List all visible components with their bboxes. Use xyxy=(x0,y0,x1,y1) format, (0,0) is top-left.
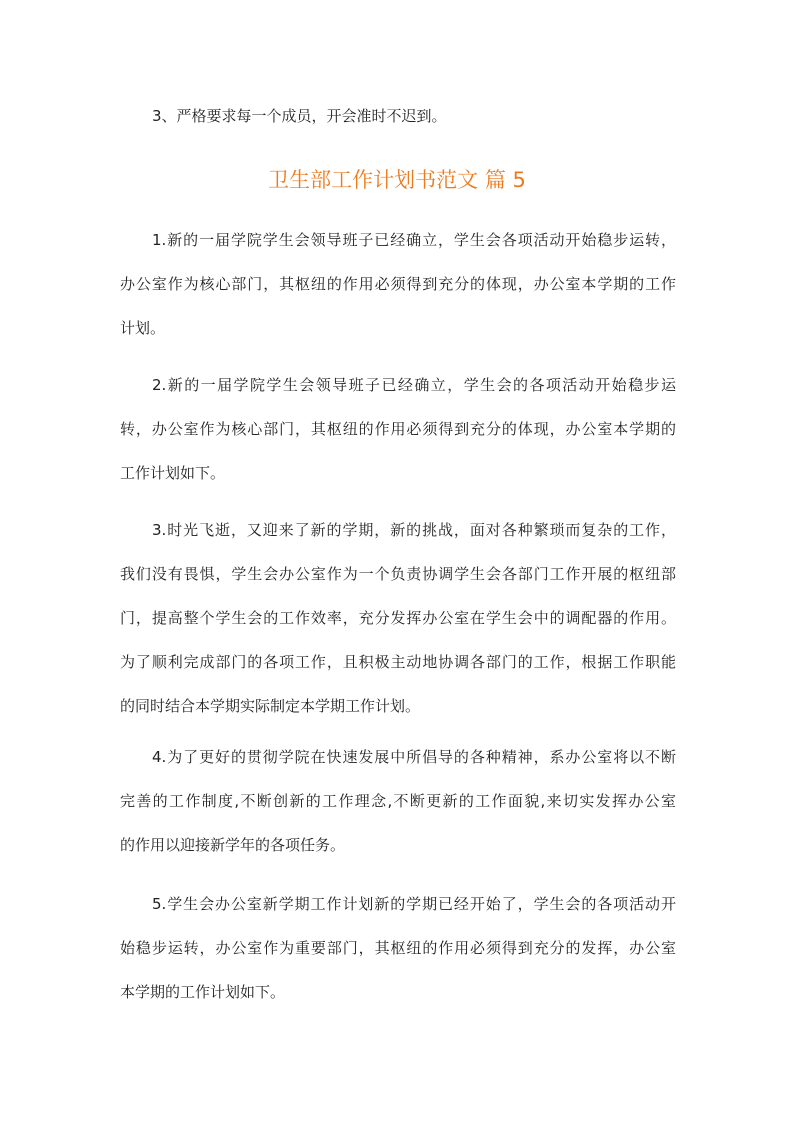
paragraph-line: 始稳步运转，办公室作为重要部门，其枢纽的作用必须得到充分的发挥，办公室 xyxy=(120,939,676,957)
paragraph-2 xyxy=(120,363,676,495)
paragraph-line: 为了顺利完成部门的各项工作，且积极主动地协调各部门的工作，根据工作职能 xyxy=(120,653,676,671)
paragraph-line: 办公室作为核心部门，其枢纽的作用必须得到充分的体现，办公室本学期的工作 xyxy=(120,275,676,293)
paragraph-line: 我们没有畏惧，学生会办公室作为一个负责协调学生会各部门工作开展的枢纽部 xyxy=(120,565,676,583)
paragraph-line: 完善的工作制度,不断创新的工作理念,不断更新的工作面貌,来切实发挥办公室 xyxy=(120,792,676,810)
paragraph-line: 2.新的一届学院学生会领导班子已经确立，学生会的各项活动开始稳步运 xyxy=(152,376,676,394)
paragraph-line: 5.学生会办公室新学期工作计划新的学期已经开始了，学生会的各项活动开 xyxy=(152,895,676,913)
paragraph-1 xyxy=(120,218,676,350)
paragraph-3 xyxy=(120,508,676,728)
paragraph-line: 的作用以迎接新学年的各项任务。 xyxy=(120,836,346,854)
paragraph-4 xyxy=(120,735,676,867)
paragraph-line: 的同时结合本学期实际制定本学期工作计划。 xyxy=(120,697,421,715)
paragraph-line: 计划。 xyxy=(120,319,166,337)
paragraph-line: 3.时光飞逝，又迎来了新的学期，新的挑战，面对各种繁琐而复杂的工作， xyxy=(152,521,676,539)
paragraph-line: 本学期的工作计划如下。 xyxy=(120,983,286,1001)
section-heading: 卫生部工作计划书范文 篇 5 xyxy=(268,168,526,192)
paragraph-line: 门，提高整个学生会的工作效率，充分发挥办公室在学生会中的调配器的作用。 xyxy=(120,609,676,627)
intro-list-item: 3、严格要求每一个成员，开会准时不迟到。 xyxy=(152,107,447,125)
paragraph-5 xyxy=(120,882,676,1014)
paragraph-line: 转，办公室作为核心部门，其枢纽的作用必须得到充分的体现，办公室本学期的 xyxy=(120,420,676,438)
paragraph-line: 1.新的一届学院学生会领导班子已经确立，学生会各项活动开始稳步运转， xyxy=(152,231,676,249)
paragraph-line: 工作计划如下。 xyxy=(120,464,226,482)
paragraph-line: 4.为了更好的贯彻学院在快速发展中所倡导的各种精神，系办公室将以不断 xyxy=(152,748,676,766)
